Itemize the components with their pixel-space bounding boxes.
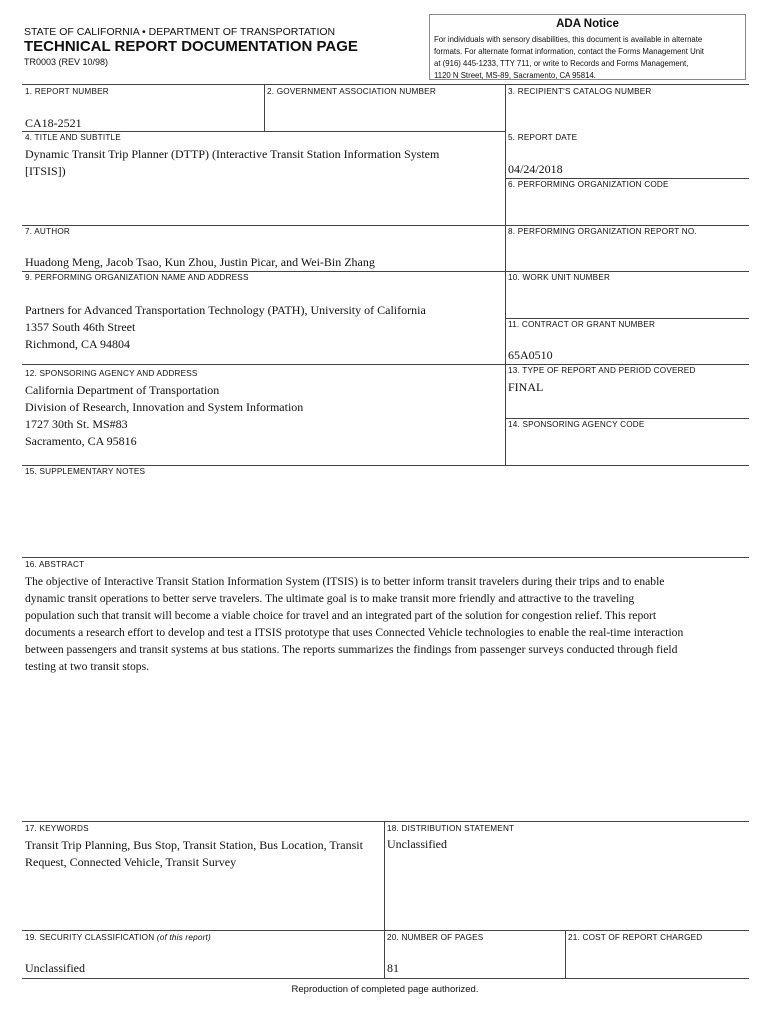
title-line: Dynamic Transit Trip Planner (DTTP) (Interactive Transit Station Information System xyxy=(25,147,440,161)
security-label-text: 19. SECURITY CLASSIFICATION xyxy=(25,933,157,942)
abstract-line: documents a research effort to develop and test a ITSIS prototype that uses Connected Vehicle technologies to enable the real-time interaction xyxy=(25,626,684,639)
perf-org-report-label: 8. PERFORMING ORGANIZATION REPORT NO. xyxy=(508,227,697,236)
keywords-value xyxy=(25,837,363,871)
perf-org-line: Partners for Advanced Transportation Technology (PATH), University of California xyxy=(25,303,426,317)
gov-accession-label: 2. GOVERNMENT ASSOCIATION NUMBER xyxy=(267,87,436,96)
security-value: Unclassified xyxy=(25,961,85,975)
abstract-label: 16. ABSTRACT xyxy=(25,560,85,569)
title-line: [ITSIS]) xyxy=(25,164,66,178)
keywords-line: Request, Connected Vehicle, Transit Survey xyxy=(25,855,237,869)
cost-label: 21. COST OF REPORT CHARGED xyxy=(568,933,703,942)
report-number-label: 1. REPORT NUMBER xyxy=(25,87,109,96)
security-label-note: (of this report) xyxy=(156,933,211,942)
author-value: Huadong Meng, Jacob Tsao, Kun Zhou, Justin Picar, and Wei-Bin Zhang xyxy=(25,255,375,269)
ada-line: For individuals with sensory disabilities, this document is available in alternate xyxy=(434,35,703,44)
report-type-value: FINAL xyxy=(508,380,544,394)
keywords-line: Transit Trip Planning, Bus Stop, Transit Station, Bus Location, Transit xyxy=(25,838,363,852)
abstract-line: dynamic transit operations to better serve travelers. The ultimate goal is to make transit more friendly and attractive to the traveling xyxy=(25,592,635,605)
sponsor-line: Division of Research, Innovation and System Information xyxy=(25,400,304,414)
sponsor-line: Sacramento, CA 95816 xyxy=(25,434,137,448)
title-label: 4. TITLE AND SUBTITLE xyxy=(25,133,121,142)
keywords-label: 17. KEYWORDS xyxy=(25,824,89,833)
contract-value: 65A0510 xyxy=(508,348,553,362)
catalog-number-label: 3. RECIPIENT'S CATALOG NUMBER xyxy=(508,87,652,96)
ada-line: formats. For alternate format information, contact the Forms Management Unit xyxy=(434,47,704,56)
perf-org-line: Richmond, CA 94804 xyxy=(25,337,131,351)
abstract-line: between passengers and transit systems at bus stations. The reports summarizes the findings from passenger surveys conducted through field xyxy=(25,643,678,656)
distribution-label: 18. DISTRIBUTION STATEMENT xyxy=(387,824,515,833)
title-value xyxy=(25,146,439,180)
pages-label: 20. NUMBER OF PAGES xyxy=(387,933,484,942)
ada-notice-box xyxy=(429,14,746,80)
ada-line: 1120 N Street, MS-89, Sacramento, CA 95814. xyxy=(434,71,596,80)
perf-org-name-value xyxy=(25,302,426,353)
report-type-label: 13. TYPE OF REPORT AND PERIOD COVERED xyxy=(508,366,696,375)
sponsoring-agency-value xyxy=(25,382,303,450)
form-id: TR0003 (REV 10/98) xyxy=(24,57,109,67)
perf-org-name-label: 9. PERFORMING ORGANIZATION NAME AND ADDRESS xyxy=(25,273,249,282)
abstract-value xyxy=(25,573,683,675)
abstract-line: The objective of Interactive Transit Station Information System (ITSIS) is to better inform transit travelers during their trips and to enable xyxy=(25,575,665,588)
abstract-line: population such that transit will become a viable choice for travel and an integrated part of the solution for congestion relief. This report xyxy=(25,609,657,622)
report-date-label: 5. REPORT DATE xyxy=(508,133,578,142)
sponsor-line: 1727 30th St. MS#83 xyxy=(25,417,128,431)
supplementary-label: 15. SUPPLEMENTARY NOTES xyxy=(25,467,146,476)
pages-value: 81 xyxy=(387,961,399,975)
ada-line: at (916) 445-1233, TTY 711, or write to Records and Forms Management, xyxy=(434,59,689,68)
security-label xyxy=(25,933,211,942)
sponsor-code-label: 14. SPONSORING AGENCY CODE xyxy=(508,420,645,429)
perf-org-line: 1357 South 46th Street xyxy=(25,320,136,334)
ada-notice-text xyxy=(434,34,704,82)
page-title: TECHNICAL REPORT DOCUMENTATION PAGE xyxy=(24,38,358,55)
abstract-line: testing at two transit stops. xyxy=(25,660,149,673)
report-date-value: 04/24/2018 xyxy=(508,162,563,176)
footer-note: Reproduction of completed page authorized. xyxy=(291,984,479,995)
contract-label: 11. CONTRACT OR GRANT NUMBER xyxy=(508,320,656,329)
distribution-value: Unclassified xyxy=(387,837,447,851)
author-label: 7. AUTHOR xyxy=(25,227,71,236)
report-number-value: CA18-2521 xyxy=(25,116,82,130)
work-unit-label: 10. WORK UNIT NUMBER xyxy=(508,273,611,282)
sponsoring-agency-label: 12. SPONSORING AGENCY AND ADDRESS xyxy=(25,369,198,378)
agency-line: STATE OF CALIFORNIA • DEPARTMENT OF TRANSPORTATION xyxy=(24,26,336,38)
sponsor-line: California Department of Transportation xyxy=(25,383,220,397)
ada-notice-title: ADA Notice xyxy=(556,18,619,30)
perf-org-code-label: 6. PERFORMING ORGANIZATION CODE xyxy=(508,180,669,189)
